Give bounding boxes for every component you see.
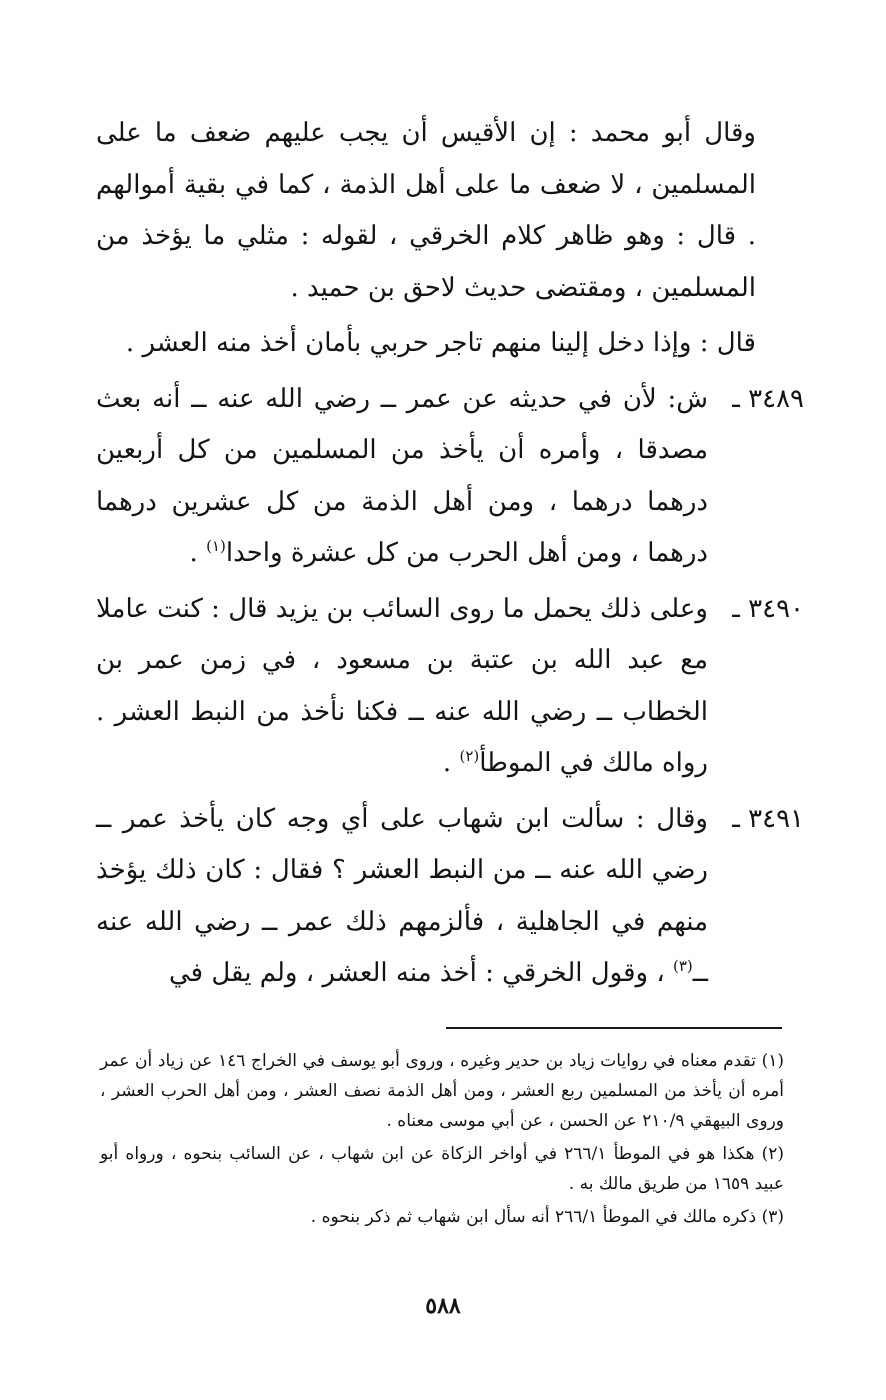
- paragraph-tail: ، وقول الخرقي : أخذ منه العشر ، ولم يقل في: [169, 958, 673, 988]
- paragraph-text: وقال : سألت ابن شهاب على أي وجه كان يأخذ عمر ــ رضي الله عنه ــ من النبط العشر ؟ فقال : كان ذلك يؤخذ منهم في الجاهلية ، فألزمهم ذلك عمر ــ رضي الله عنه ــ: [96, 803, 708, 988]
- footnote-ref-1[interactable]: (١): [206, 537, 226, 555]
- paragraph-text: ش: لأن في حديثه عن عمر ــ رضي الله عنه ــ أنه بعث مصدقا ، وأمره أن يأخذ من المسلمين من كل أربعين درهما درهما ، ومن أهل الذمة من كل عشرين درهما درهما ، ومن أهل الحرب من كل عشرة واحدا: [96, 383, 708, 568]
- paragraph-harbi-merchant: [96, 318, 790, 370]
- paragraph-text: قال : وإذا دخل إلينا منهم تاجر حربي بأمان أخذ منه العشر .: [125, 328, 756, 358]
- footnote-2: (٢) هكذا هو في الموطأ ٢٦٦/١ في أواخر الزكاة عن ابن شهاب ، عن السائب بنحوه ، ورواه أبو عبيد ١٦٥٩ من طريق مالك به .: [100, 1144, 785, 1194]
- paragraph-number: ٣٤٩٠ ـ: [732, 593, 804, 624]
- paragraph-3490: [96, 584, 804, 790]
- footnote-ref-2[interactable]: (٢): [459, 747, 480, 765]
- main-text: [96, 108, 804, 1000]
- paragraph-tail: .: [442, 748, 460, 778]
- paragraph-text: وعلى ذلك يحمل ما روى السائب بن يزيد قال : كنت عاملا مع عبد الله بن عتبة بن مسعود ، في زمن عمر بن الخطاب ــ رضي الله عنه ــ فكنا نأخذ من النبط العشر . رواه مالك في الموطأ: [96, 593, 708, 778]
- footnote-ref-3[interactable]: (٣): [672, 957, 693, 975]
- footnotes: [100, 1046, 784, 1235]
- paragraph-3491: [96, 794, 804, 1000]
- paragraph-3489: [96, 374, 804, 580]
- footnote-3: (٣) ذكره مالك في الموطأ ٢٦٦/١ أنه سأل ابن شهاب ثم ذكر بنحوه .: [310, 1207, 784, 1227]
- paragraph-tail: .: [189, 538, 207, 568]
- page-number: ٥٨٨: [425, 1293, 461, 1319]
- footnote-divider: [446, 1027, 782, 1029]
- paragraph-number: ٣٤٨٩ ـ: [732, 383, 804, 414]
- paragraph-abu-muhammad: [96, 108, 790, 314]
- paragraph-number: ٣٤٩١ ـ: [732, 803, 804, 834]
- paragraph-text: وقال أبو محمد : إن الأقيس أن يجب عليهم ضعف ما على المسلمين ، لا ضعف ما على أهل الذمة ، كما في بقية أموالهم . قال : وهو ظاهر كلام الخرقي ، لقوله : مثلي ما يؤخذ من المسلمين ، ومقتضى حديث لاحق بن حميد .: [96, 118, 756, 303]
- footnote-1: (١) تقدم معناه في روايات زياد بن حدير وغيره ، وروى أبو يوسف في الخراج ١٤٦ عن زياد أن عمر أمره أن يأخذ من المسلمين ربع العشر ، ومن أهل الذمة نصف العشر ، ومن أهل الحرب العشر ، وروى البيهقي ٢١٠/٩ عن الحسن ، عن أبي موسى معناه .: [100, 1051, 784, 1131]
